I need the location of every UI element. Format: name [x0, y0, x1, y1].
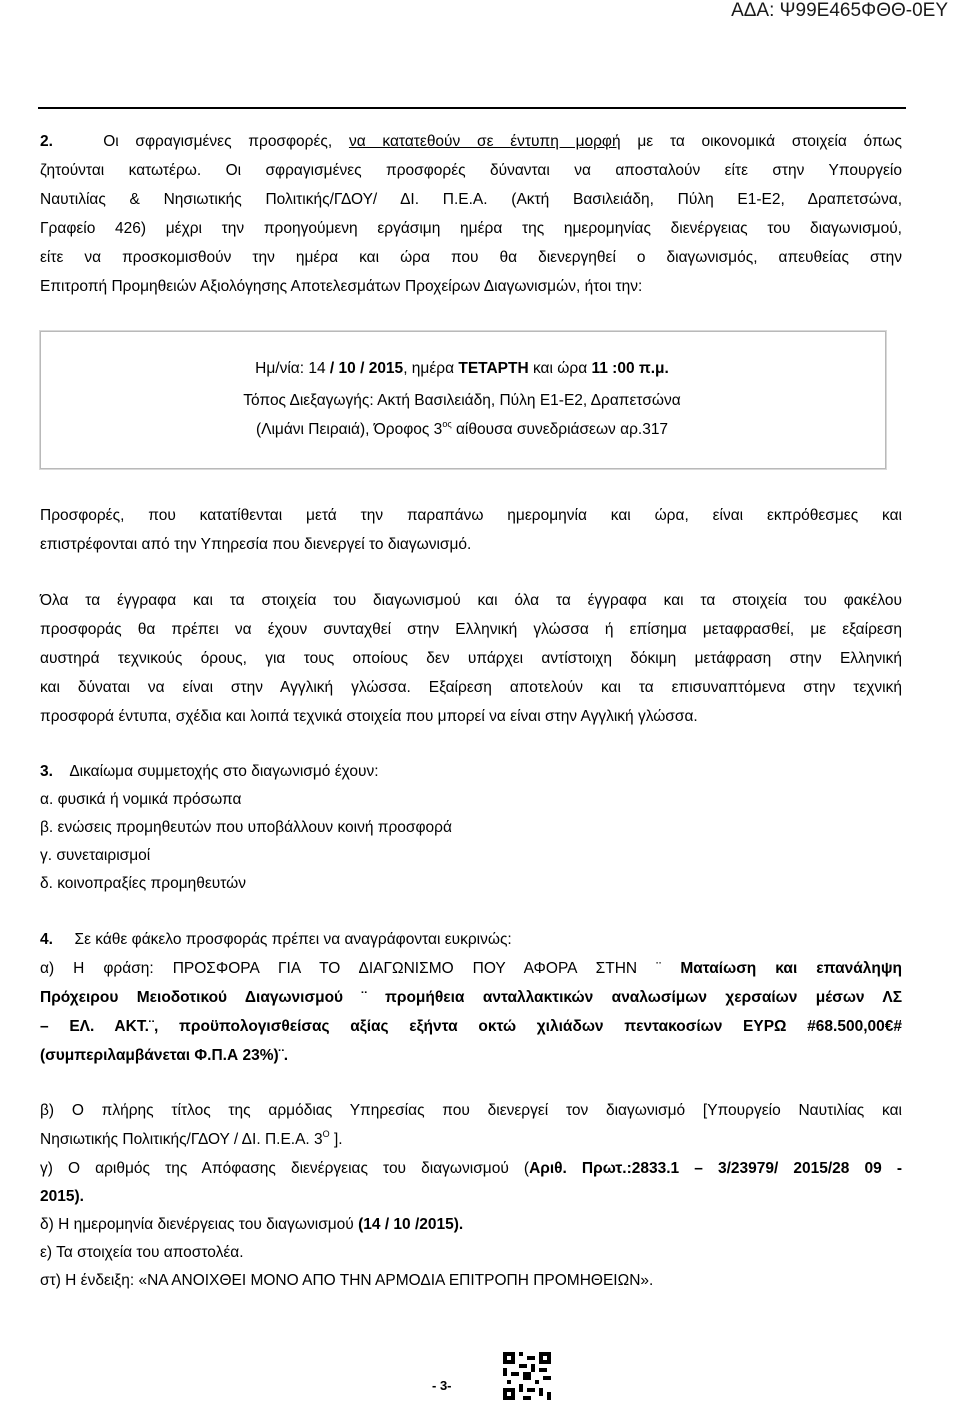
session-place-line-2: [40, 421, 884, 439]
sec4-a-line-1: [40, 955, 902, 984]
lang-line-1: Όλα τα έγγραφα και τα στοιχεία του διαγωνισμού και όλα τα έγγραφα και τα στοιχεία του φακέλου: [40, 592, 902, 609]
sec4-a-bold: Πρόχειρου Μειοδοτικού Διαγωνισμού ¨ προμήθεια ανταλλακτικών αναλωσίμων χερσαίων μέσων ΛΣ: [40, 989, 902, 1006]
sec2-line-6: Επιτροπή Προμηθειών Αξιολόγησης Αποτελεσμάτων Προχείρων Διαγωνισμών, ήτοι την:: [40, 278, 643, 295]
sec3-item: δ. κοινοπραξίες προμηθευτών: [40, 875, 247, 892]
day-value: ΤΕΤΑΡΤΗ: [458, 360, 529, 377]
sec4-d-text: δ) Η ημερομηνία διενέργειας του διαγωνισμού: [40, 1216, 354, 1233]
sec2-text: με τα οικονομικά στοιχεία όπως: [637, 133, 902, 150]
lang-line-3: αυστηρά τεχνικούς όρους, για τους οποίους δεν υπάρχει αντίστοιχη δόκιμη μετάφραση στην Ελληνική: [40, 650, 902, 667]
sec2-line-4: Γραφείο 426) μέχρι την προηγούμενη εργάσιμη ημέρα της ημερομηνίας διενέργειας του διαγωνισμού,: [40, 220, 902, 237]
sec4-a-line-2: [40, 984, 902, 1013]
sec2-number: 2.: [40, 133, 53, 150]
sec3-item: γ. συνεταιρισμοί: [40, 847, 151, 864]
sec4-b-text: ].: [333, 1131, 343, 1148]
sec2-line-2: ζητούνται κατωτέρω. Οι σφραγισμένες προσφορές δύνανται να αποσταλούν είτε στην Υπουργείο: [40, 162, 902, 179]
date-mid: , ημέρα: [403, 360, 455, 377]
sec4-d-bold: (14 / 10 /2015).: [358, 1216, 464, 1233]
place-floor: (Λιμάνι Πειραιά), Όροφος 3: [255, 421, 443, 438]
sec4-b-text: Νησιωτικής Πολιτικής/ΓΔΟΥ / ΔΙ. Π.Ε.Α. 3: [40, 1131, 323, 1148]
sec2-line-1: [40, 128, 902, 157]
sec4-title: Σε κάθε φάκελο προσφοράς πρέπει να αναγράφονται ευκρινώς:: [74, 931, 512, 948]
sec4-number: 4.: [40, 931, 53, 948]
sec4-f-line: στ) Η ένδειξη: «ΝΑ ΑΝΟΙΧΘΕΙ ΜΟΝΟ ΑΠΟ ΤΗΝ ΑΡΜΟΔΙΑ ΕΠΙΤΡΟΠΗ ΠΡΟΜΗΘΕΙΩΝ».: [40, 1272, 654, 1289]
lang-line-4: και δύναται να είναι στην Αγγλική γλώσσα. Εξαίρεση αποτελούν και τα επισυναπτόμενα στην τεχνική: [40, 679, 902, 696]
page-number: - 3-: [432, 1378, 452, 1393]
sec4-c-text: γ) Ο αριθμός της Απόφασης διενέργειας του διαγωνισμού (: [40, 1160, 530, 1177]
late-line-1: Προσφορές, που κατατίθενται μετά την παραπάνω ημερομηνία και ώρα, είναι εκπρόθεσμες και: [40, 507, 902, 524]
sec4-d-line: [40, 1211, 902, 1240]
sec4-b-sup: Ο: [322, 1129, 330, 1139]
ada-code: ΑΔΑ: Ψ99Ε465ΦΘΘ-0ΕΥ: [731, 0, 948, 21]
sec4-c-line-2: [40, 1183, 902, 1212]
sec4-a-bold: – ΕΛ. ΑΚΤ.¨, προϋπολογισθείσας αξίας εξήντα οκτώ χιλιάδων πεντακοσίων ΕΥΡΩ #68.500,00€#: [40, 1018, 902, 1035]
date-value: / 10 / 2015: [329, 360, 404, 377]
session-date-line: [40, 360, 884, 378]
late-line-2: επιστρέφονται από την Υπηρεσία που διενεργεί το διαγωνισμό.: [40, 536, 472, 553]
sec4-a-text: α) Η φράση: ΠΡΟΣΦΟΡΑ ΓΙΑ ΤΟ ΔΙΑΓΩΝΙΣΜΟ ΠΟΥ ΑΦΟΡΑ ΣΤΗΝ ¨: [40, 960, 662, 977]
sec4-a-line-3: [40, 1013, 902, 1042]
sec2-text: Οι σφραγισμένες προσφορές,: [103, 133, 333, 150]
sec3-title: Δικαίωμα συμμετοχής στο διαγωνισμό έχουν:: [69, 763, 379, 780]
sec4-a-line-4: [40, 1042, 902, 1071]
lang-line-5: προσφορά έντυπα, σχέδια και λοιπά τεχνικά στοιχεία που μπορεί να είναι στην Αγγλική γλώσσα.: [40, 708, 698, 725]
sec4-c-bold: Αριθ. Πρωτ.:2833.1 – 3/23979/ 2015/28 09 -: [529, 1160, 902, 1177]
qr-code-icon: [503, 1352, 551, 1400]
sec4-b-line-2: [40, 1126, 902, 1155]
date-label: Ημ/νία: 14: [255, 360, 326, 377]
place-room: αίθουσα συνεδριάσεων αρ.317: [455, 421, 669, 438]
sec4-e-line: ε) Τα στοιχεία του αποστολέα.: [40, 1244, 244, 1261]
sec4-a-bold: Ματαίωση και επανάληψη: [680, 960, 902, 977]
sec3-item: β. ενώσεις προμηθευτών που υποβάλλουν κοινή προσφορά: [40, 819, 452, 836]
sec3-number: 3.: [40, 763, 53, 780]
sec3-item: α. φυσικά ή νομικά πρόσωπα: [40, 791, 242, 808]
header-rule: [38, 107, 906, 109]
sec2-line-5: είτε να προσκομισθούν την ημέρα και ώρα που θα διενεργηθεί ο διαγωνισμός, απευθείας στην: [40, 249, 902, 266]
floor-suffix: ος: [442, 419, 452, 429]
time-label: και ώρα: [533, 360, 588, 377]
session-place-line-1: Τόπος Διεξαγωγής: Ακτή Βασιλειάδη, Πύλη Ε1-Ε2, Δραπετσώνα: [243, 392, 681, 409]
sec4-a-bold: (συμπεριλαμβάνεται Φ.Π.Α 23%)¨.: [40, 1047, 289, 1064]
lang-line-2: προσφοράς θα πρέπει να έχουν συνταχθεί στην Ελληνική γλώσσα ή επίσημα μεταφρασθεί, με εξαίρεση: [40, 621, 902, 638]
sec4-heading: [40, 926, 902, 955]
sec2-line-3: Ναυτιλίας & Νησιωτικής Πολιτικής/ΓΔΟΥ/ ΔΙ. Π.Ε.Α. (Ακτή Βασιλειάδη, Πύλη Ε1-Ε2, Δραπετσώνα,: [40, 191, 902, 208]
sec2-underlined-text: να κατατεθούν σε έντυπη μορφή: [348, 133, 621, 150]
sec4-c-bold: 2015).: [40, 1188, 84, 1205]
sec4-c-line-1: [40, 1155, 902, 1184]
time-value: 11 :00 π.μ.: [591, 360, 669, 377]
sec4-b-line-1: β) Ο πλήρης τίτλος της αρμόδιας Υπηρεσίας που διενεργεί τον διαγωνισμό [Υπουργείο Ναυτιλίας και: [40, 1102, 902, 1119]
sec3-heading: [40, 758, 902, 787]
